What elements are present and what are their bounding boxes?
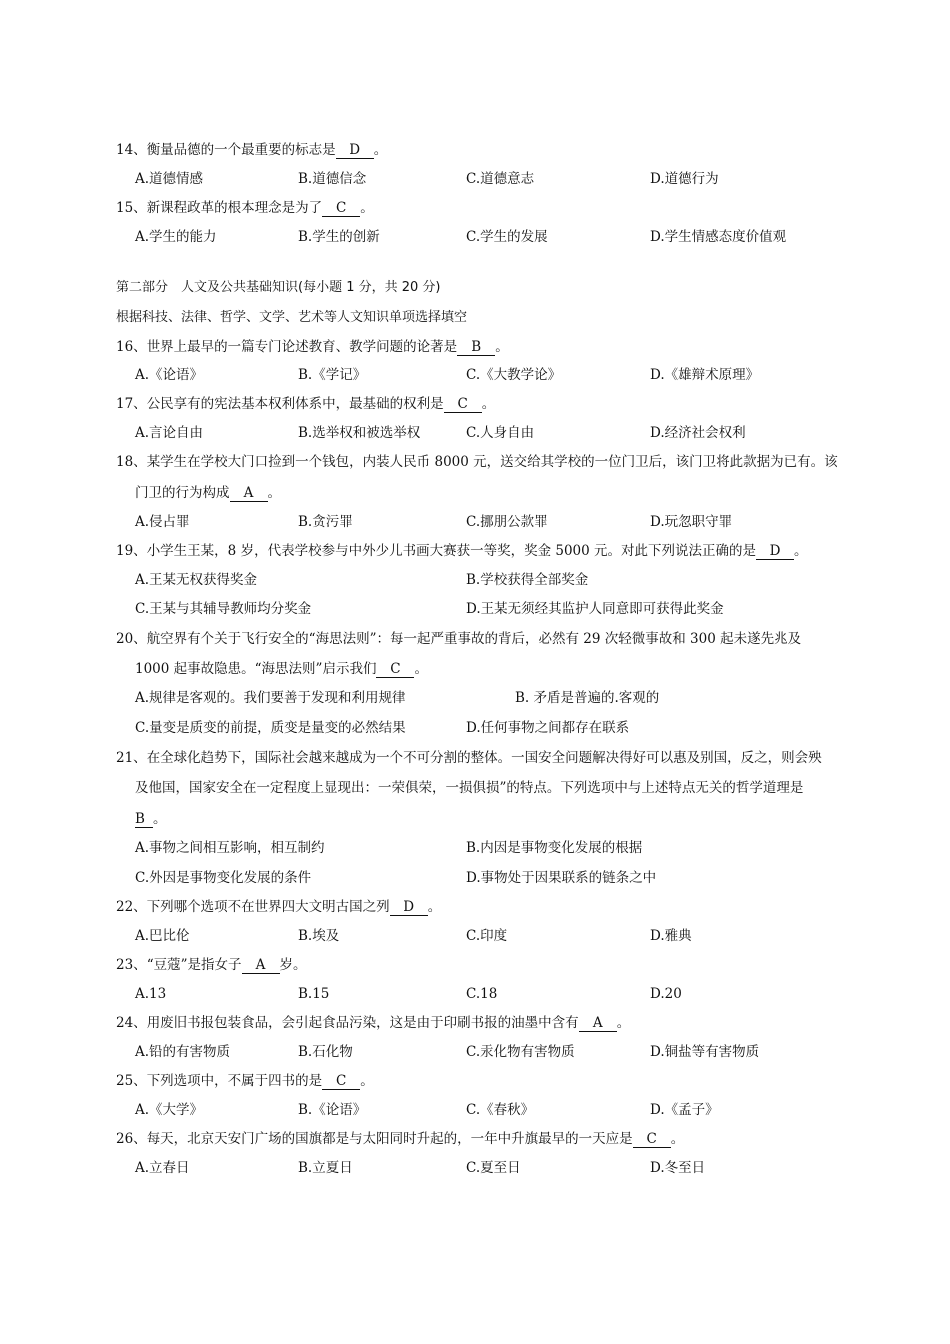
question-number: 26、 [116,1131,147,1147]
option-a: A.13 [135,986,167,1002]
option-b: B.道德信念 [298,171,367,187]
question-25 [116,1072,374,1090]
option-a: A.道德情感 [135,171,204,187]
question-text: 及他国，国家安全在一定程度上显现出：一荣俱荣，一损俱损”的特点。下列选项中与上述特点无关的哲学道理是 [135,780,804,796]
option-b: B.学校获得全部奖金 [466,572,589,588]
option-b: B. 矛盾是普遍的.客观的 [515,690,660,706]
question-number: 22、 [116,899,147,915]
question-suffix: 。 [670,1131,685,1147]
answer-blank: C [444,397,482,413]
question-number: 16、 [116,339,147,355]
question-20 [116,630,801,648]
question-number: 18、 [116,454,147,470]
question-suffix: 。 [481,396,496,412]
question-text: 公民享有的宪法基本权利体系中，最基础的权利是 [146,396,444,412]
question-21-answer-line [135,810,167,828]
question-text: “豆蔻”是指女子 [146,957,242,973]
option-d: D.任何事物之间都存在联系 [466,720,630,736]
option-a: A.《论语》 [135,367,204,383]
option-d: D.玩忽职守罪 [650,514,733,530]
question-23 [116,956,307,974]
option-a: A.侵占罪 [135,514,190,530]
question-suffix: 。 [267,485,281,501]
question-18 [116,453,838,471]
question-suffix: 岁。 [279,957,307,973]
question-number: 19、 [116,543,147,559]
question-text: 衡量品德的一个最重要的标志是 [146,142,336,158]
option-b: B.立夏日 [298,1160,353,1176]
question-text: 小学生王某，8 岁，代表学校参与中外少儿书画大赛获一等奖，奖金 5000 元。对此下列说法正确的是 [146,543,757,559]
answer-blank: A [579,1016,617,1032]
option-a: A.事物之间相互影响，相互制约 [135,840,325,856]
question-suffix: 。 [360,200,374,216]
option-b: B.内因是事物变化发展的根据 [466,840,643,856]
option-b: B.15 [298,986,330,1002]
answer-blank: A [230,486,268,502]
option-d: D.事物处于因果联系的链条之中 [466,870,657,886]
option-b: B.贪污罪 [298,514,353,530]
option-a: A.规律是客观的。我们要善于发现和利用规律 [135,690,406,706]
question-text: 航空界有个关于飞行安全的“海思法则”：每一起严重事故的背后，必然有 29 次轻微事故和 300 起未遂先兆及 [146,631,802,647]
question-suffix: 。 [360,1073,374,1089]
option-b: B.学生的创新 [298,229,380,245]
question-14 [116,141,387,159]
question-20-continued [135,660,428,678]
question-number: 14、 [116,142,147,158]
section-title: 第二部分 人文及公共基础知识(每小题 1 分，共 20 分) [116,280,441,295]
option-a: A.立春日 [135,1160,190,1176]
question-26 [116,1130,684,1148]
question-suffix: 。 [427,899,442,915]
question-suffix: 。 [153,811,167,827]
question-21-continued [135,779,803,797]
option-c: C.18 [466,986,498,1002]
option-c: C.学生的发展 [466,229,548,245]
question-number: 17、 [116,396,147,412]
question-text: 下列哪个选项不在世界四大文明古国之列 [146,899,390,915]
option-d: D.铜盐等有害物质 [650,1044,760,1060]
answer-blank: A [242,958,280,974]
question-text: 在全球化趋势下，国际社会越来越成为一个不可分割的整体。一国安全问题解决得好可以惠及别国，反之，则会殃 [146,750,822,766]
option-b: B.选举权和被选举权 [298,425,421,441]
option-a: A.铅的有害物质 [135,1044,231,1060]
option-c: C.印度 [466,928,508,944]
question-number: 20、 [116,631,147,647]
question-number: 21、 [116,750,147,766]
question-22 [116,898,441,916]
question-suffix: 。 [616,1015,631,1031]
question-text: 用废旧书报包装食品，会引起食品污染，这是由于印刷书报的油墨中含有 [146,1015,579,1031]
answer-blank: D [336,143,374,159]
option-c: C.挪朋公款罪 [466,514,548,530]
option-c: C.汞化物有害物质 [466,1044,575,1060]
question-number: 15、 [116,200,147,216]
option-c: C.外因是事物变化发展的条件 [135,870,312,886]
option-a: A.言论自由 [135,425,204,441]
question-16 [116,338,509,356]
question-24 [116,1014,630,1032]
option-c: C.道德意志 [466,171,535,187]
option-b: B.《学记》 [298,367,367,383]
option-d: D.经济社会权利 [650,425,746,441]
question-17 [116,395,495,413]
question-number: 23、 [116,957,147,973]
question-suffix: 。 [794,543,808,559]
option-c: C.《春秋》 [466,1102,535,1118]
question-19 [116,542,808,560]
answer-blank: B [135,812,153,828]
option-d: D.20 [650,986,682,1002]
option-a: A.王某无权获得奖金 [135,572,258,588]
answer-blank: D [390,900,428,916]
option-d: D.《孟子》 [650,1102,719,1118]
question-text: 某学生在学校大门口捡到一个钱包，内装人民币 8000 元，送交给其学校的一位门卫后，该门卫将此款据为已有。该 [146,454,838,470]
option-d: D.雅典 [650,928,692,944]
question-text: 新课程政革的根本理念是为了 [146,200,323,216]
answer-blank: D [756,544,794,560]
section-subtitle: 根据科技、法律、哲学、文学、艺术等人文知识单项选择填空 [116,310,468,325]
question-21 [116,749,822,767]
question-15 [116,199,374,217]
answer-blank: C [322,1074,360,1090]
question-suffix: 。 [495,339,509,355]
option-a: A.学生的能力 [135,229,217,245]
question-text: 每天，北京天安门广场的国旗都是与太阳同时升起的，一年中升旗最早的一天应是 [146,1131,633,1147]
question-number: 25、 [116,1073,147,1089]
option-d: D.冬至日 [650,1160,706,1176]
option-c: C.量变是质变的前提，质变是量变的必然结果 [135,720,406,736]
answer-blank: C [322,201,360,217]
question-suffix: 。 [373,142,388,158]
option-a: A.巴比伦 [135,928,190,944]
option-c: C.夏至日 [466,1160,521,1176]
question-text: 世界上最早的一篇专门论述教育、教学问题的论著是 [146,339,458,355]
question-text: 下列选项中，不属于四书的是 [146,1073,323,1089]
question-18-continued [135,484,281,502]
option-c: C.《大教学论》 [466,367,562,383]
answer-blank: B [457,340,495,356]
option-d: D.王某无须经其监护人同意即可获得此奖金 [466,601,724,617]
question-text: 门卫的行为构成 [135,485,230,501]
option-b: B.石化物 [298,1044,353,1060]
option-a: A.《大学》 [135,1102,204,1118]
option-d: D.学生情感态度价值观 [650,229,787,245]
option-c: C.王某与其辅导教师均分奖金 [135,601,312,617]
question-number: 24、 [116,1015,147,1031]
question-suffix: 。 [414,661,428,677]
answer-blank: C [633,1132,671,1148]
option-b: B.《论语》 [298,1102,367,1118]
question-text: 1000 起事故隐患。“海思法则”启示我们 [135,661,377,677]
option-d: D.《雄辩术原理》 [650,367,760,383]
option-c: C.人身自由 [466,425,535,441]
option-b: B.埃及 [298,928,340,944]
option-d: D.道德行为 [650,171,719,187]
answer-blank: C [376,662,414,678]
